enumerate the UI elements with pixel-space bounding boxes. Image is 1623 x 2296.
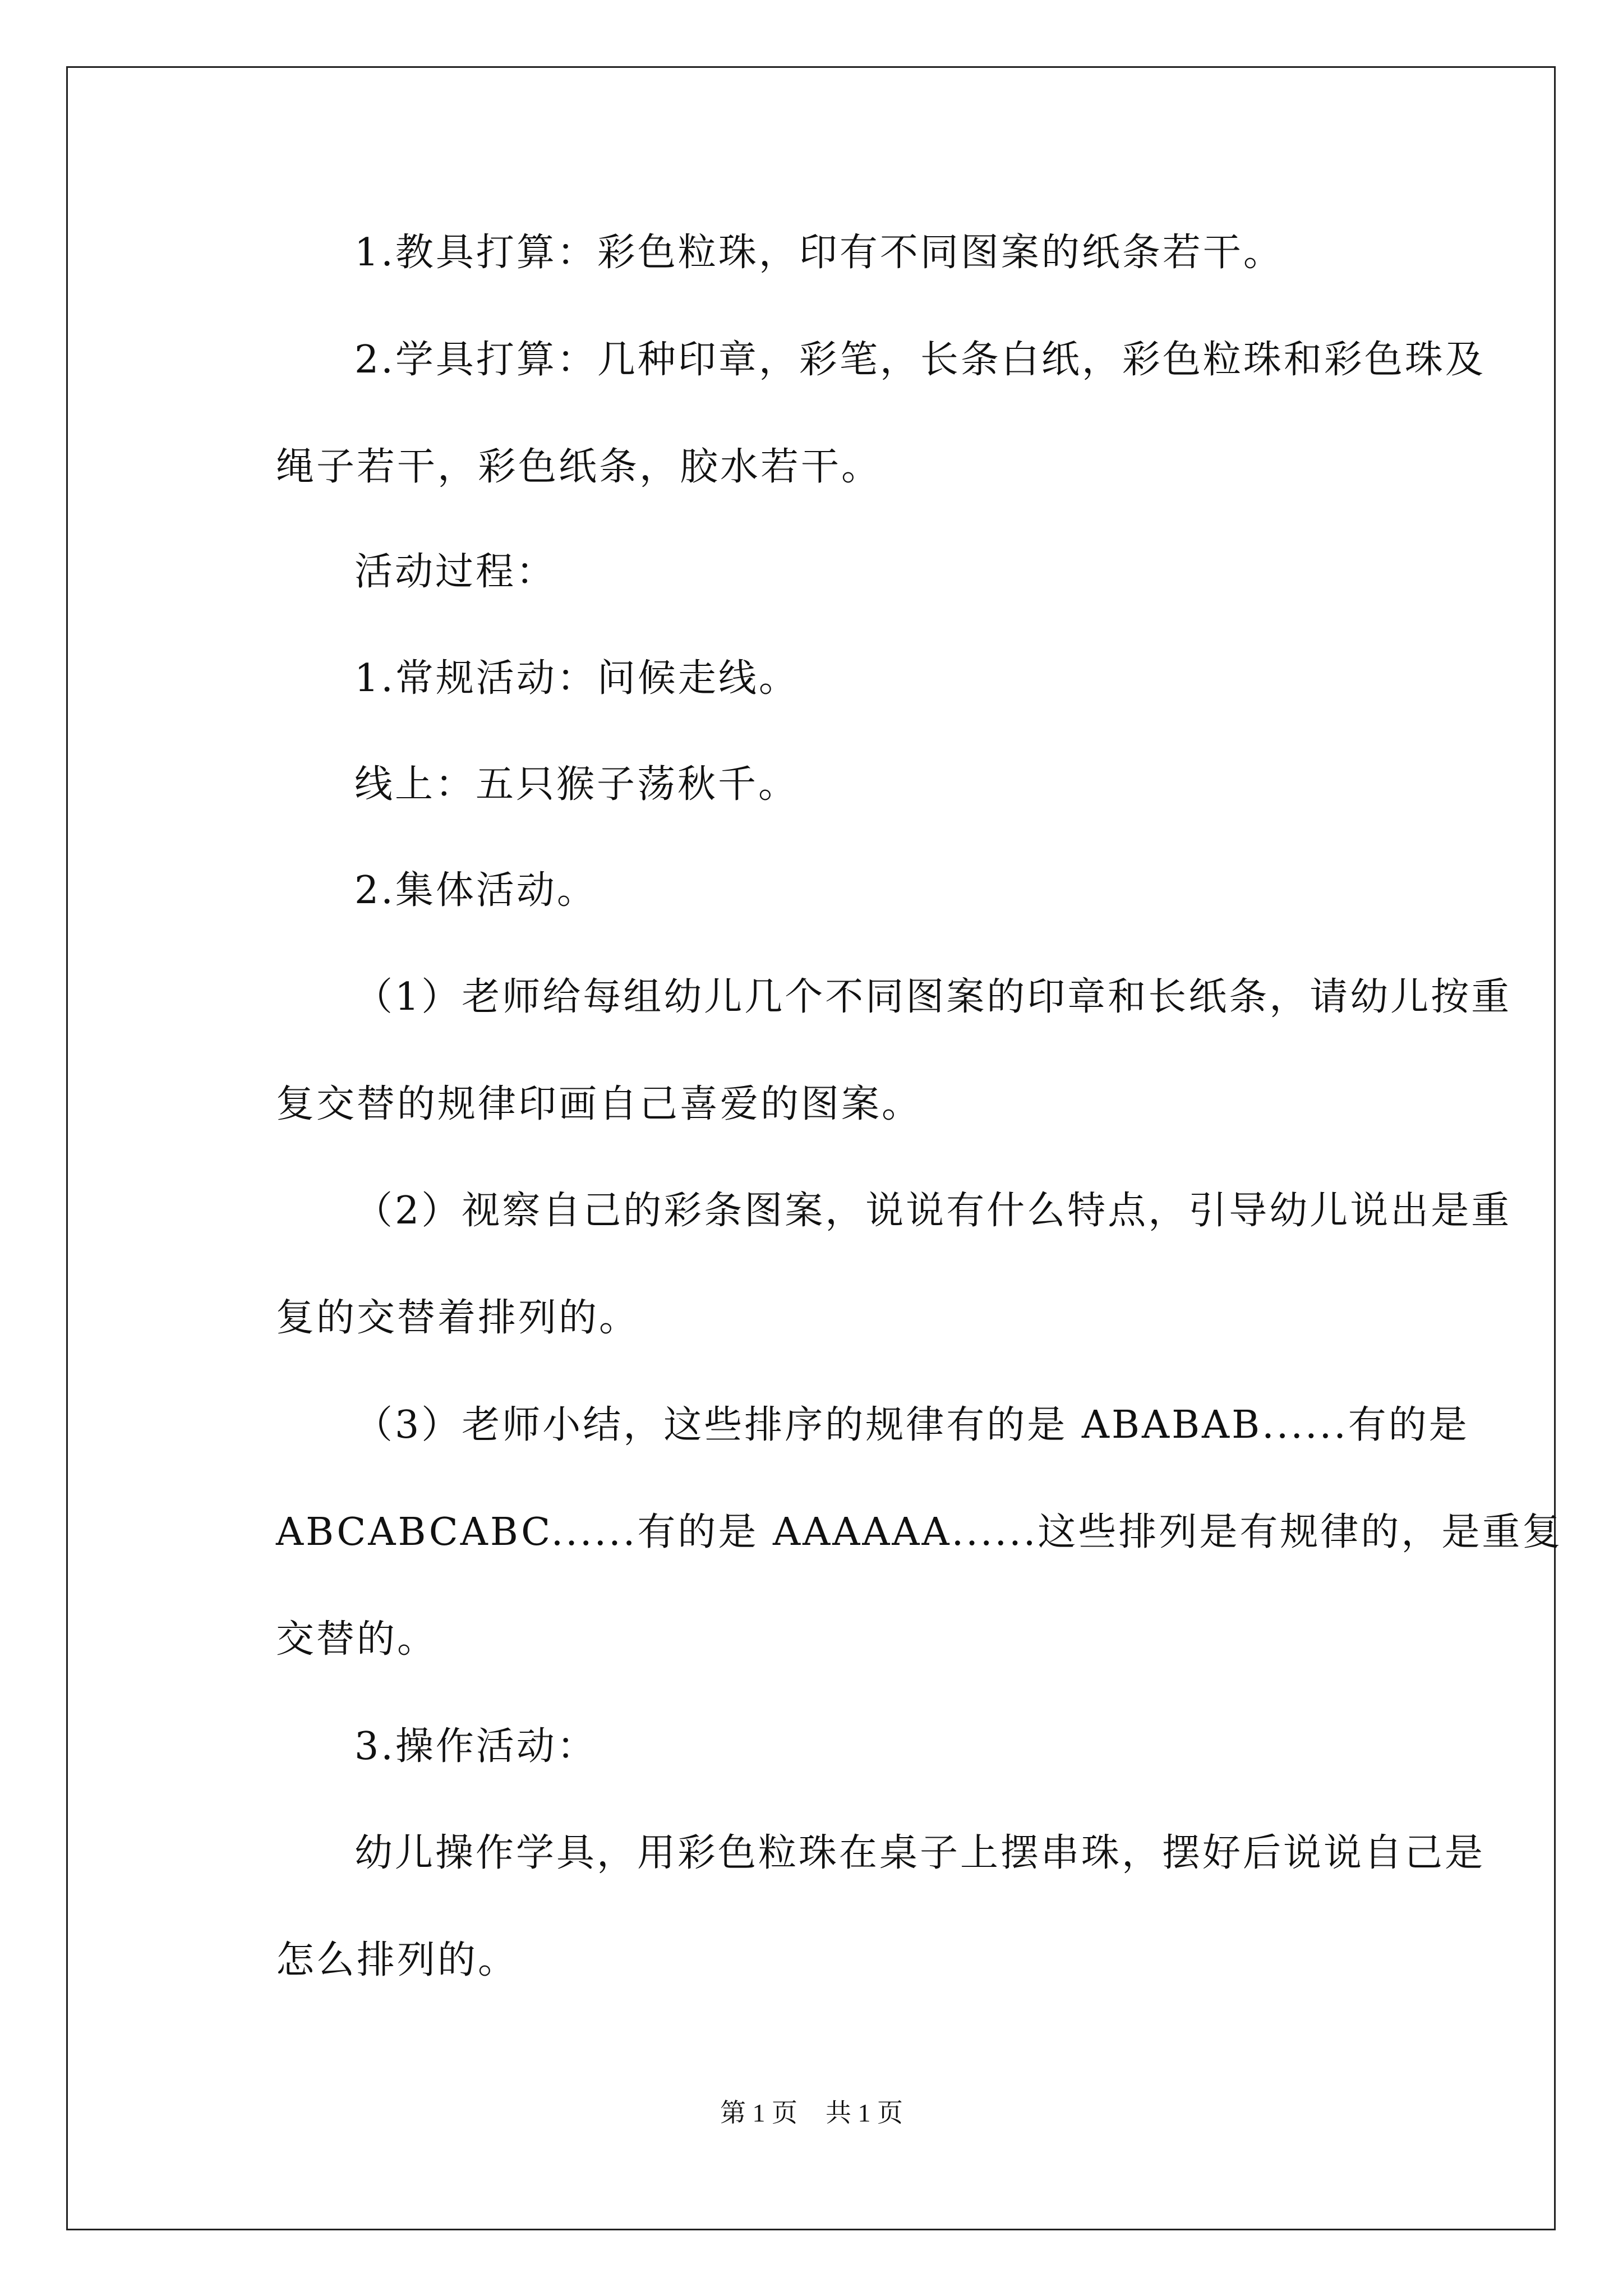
paragraph-line: 2.集体活动。	[354, 868, 597, 913]
paragraph-11	[197, 1800, 1486, 2014]
paragraph-line: （2）视察自己的彩条图案，说说有什么特点，引导幼儿说出是重	[354, 1189, 1512, 1233]
paragraph-line: 2.学具打算：几种印章，彩笔，长条白纸，彩色粒珠和彩色珠及	[354, 338, 1486, 382]
paragraph-9	[197, 1372, 1563, 1693]
paragraph-line: 怎么排列的。	[276, 1938, 519, 1982]
paragraph-line: 复的交替着排列的。	[276, 1296, 640, 1340]
paragraph-line: 复交替的规律印画自己喜爱的图案。	[276, 1082, 923, 1126]
paragraph-line: 1.教具打算：彩色粒珠，印有不同图案的纸条若干。	[354, 231, 1284, 275]
paragraph-line: 幼儿操作学具，用彩色粒珠在桌子上摆串珠，摆好后说说自己是	[354, 1831, 1486, 1875]
paragraph-4	[197, 625, 1431, 732]
page-footer	[0, 2092, 1623, 2129]
paragraph-10	[197, 1693, 1431, 1800]
paragraph-2	[197, 306, 1486, 521]
paragraph-line: 3.操作活动：	[354, 1724, 597, 1769]
paragraph-line: ABCABCABC......有的是 AAAAAA......这些排列是有规律的，是重复	[276, 1510, 1563, 1554]
paragraph-line: 线上：五只猴子荡秋千。	[354, 762, 799, 807]
paragraph-line: 交替的。	[276, 1617, 438, 1662]
paragraph-3	[197, 518, 1431, 625]
paragraph-line: 绳子若干，彩色纸条，胶水若干。	[276, 445, 882, 489]
paragraph-line: 活动过程：	[354, 550, 557, 594]
paragraph-line: 1.常规活动：问候走线。	[354, 656, 799, 701]
paragraph-1	[197, 199, 1431, 306]
paragraph-7	[197, 944, 1512, 1158]
paragraph-line: （1）老师给每组幼儿几个不同图案的印章和长纸条，请幼儿按重	[354, 975, 1512, 1019]
page-number: 第 1 页	[720, 2099, 797, 2127]
paragraph-6	[197, 837, 1431, 944]
paragraph-5	[197, 731, 1431, 838]
paragraph-line: （3）老师小结，这些排序的规律有的是 ABABAB......有的是	[354, 1403, 1469, 1447]
paragraph-8	[197, 1157, 1512, 1372]
page-total: 共 1 页	[826, 2099, 903, 2127]
